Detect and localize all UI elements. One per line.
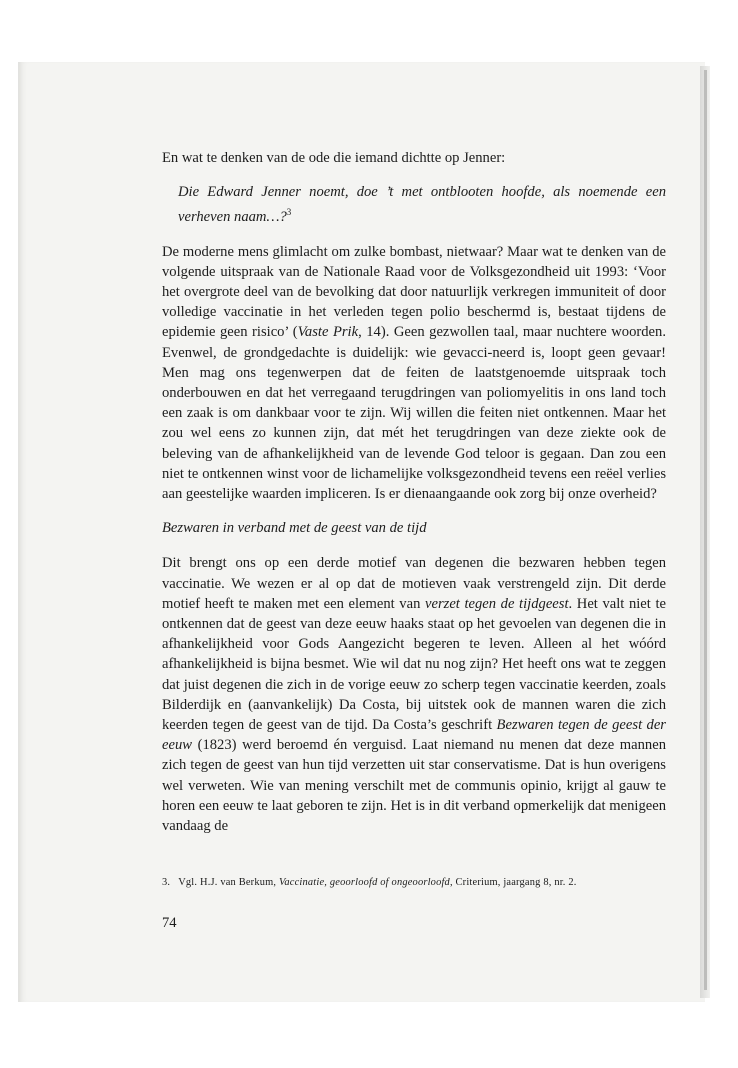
paragraph-1-text-a: De moderne mens glimlacht om zulke bombast, nietwaar? Maar wat te denken van de volgende uitspraak van de Nationale Raad voor de Volksgezondheid uit 1993: ‘Voor het overgrote deel van de bevolking dat door natuurlijk verkregen immuniteit of door volledige vaccinatie in het verleden tegen polio beschermd is, bestaat tijdens de epidemie geen risico’ ( <box>162 243 666 341</box>
body-text <box>162 148 666 836</box>
page-spine-shadow <box>704 70 707 990</box>
paragraph-1-text-b: , 14). Geen gezwollen taal, maar nuchtere woorden. Evenwel, de grondgedachte is duidelijk: wie gevacci-neerd is, loopt geen gevaar! Men mag ons tegenwerpen dat de feiten de laatstgenoemde uitspraak toch onderbouwen en dat het verregaand terugdringen van poliomyelitis in ons land toch een zaak is om dankbaar voor te zijn. Wij willen die feiten niet ontkennen. Maar het zou wel eens zo kunnen zijn, dat mét het terugdringen van deze ziekte ook de beleving van de afhankelijkheid van de levende God teloor is gegaan. Dan zou een niet te ontkennen winst voor de lichamelijke volksgezondheid tevens een reëel verlies aan geestelijke waarden impliceren. Is er dienaangaande ook zorg bij onze overheid? <box>162 324 666 503</box>
page-number: 74 <box>162 915 177 931</box>
quote-text: Die Edward Jenner noemt, doe ’t met ontblooten hoofde, als noemende een verheven naam…? <box>178 184 666 226</box>
paragraph-2-text-c: (1823) werd beroemd én verguisd. Laat niemand nu menen dat deze mannen zich tegen de geest van hun tijd verzetten uit star conservatisme. Dat is hun overigens wel verweten. Wie van mening verschilt met de communis opinio, krijgt al gauw te horen een eeuw te laat geboren te zijn. Het is in dit verband opmerkelijk dat menigeen vandaag de <box>162 737 666 835</box>
footnote <box>162 876 666 890</box>
paragraph-1 <box>162 242 666 505</box>
footnote-text-a: Vgl. H.J. van Berkum, <box>178 877 279 888</box>
footnote-title: Vaccinatie, geoorloofd of ongeoorloofd <box>279 877 450 888</box>
intro-line: En wat te denken van de ode die iemand dichtte op Jenner: <box>162 150 506 166</box>
footnote-ref: 3 <box>286 207 292 218</box>
poem-quote <box>162 182 666 227</box>
paragraph-1-title-ref: Vaste Prik <box>297 324 359 341</box>
paragraph-2-text-b: . Het valt niet te ontkennen dat de geest van deze eeuw haaks staat op het gevoelen van degenen die in afhankelijkheid voor Gods Aangezicht begeren te leven. Alleen al het wóórd afhankelijkheid is bijna besmet. Wie wil dat nu nog zijn? Het heeft ons wat te zeggen dat juist degenen die zich in de vorige eeuw zo scherp tegen vaccinatie keerden, zoals Bilderdijk en (aanvankelijk) Da Costa, bij uitstek ook de mannen waren die zich keerden tegen de geest van de tijd. Da Costa’s geschrift <box>162 595 666 734</box>
paragraph-2-text-a: Dit brengt ons op een derde motief van degenen die bezwaren hebben tegen vaccinatie. We wezen er al op dat de motieven vaak verstrengeld zijn. Dit derde motief heeft te maken met een element van <box>162 555 666 612</box>
section-heading: Bezwaren in verband met de geest van de tijd <box>162 520 427 537</box>
paragraph-2 <box>162 553 666 836</box>
footnote-text-b: , Criterium, jaargang 8, nr. 2. <box>449 877 577 888</box>
paragraph-2-title-ref: Bezwaren tegen de geest der eeuw <box>162 717 666 754</box>
footnote-number: 3. <box>162 877 171 888</box>
paragraph-2-emphasis: verzet tegen de tijdgeest <box>425 595 569 612</box>
